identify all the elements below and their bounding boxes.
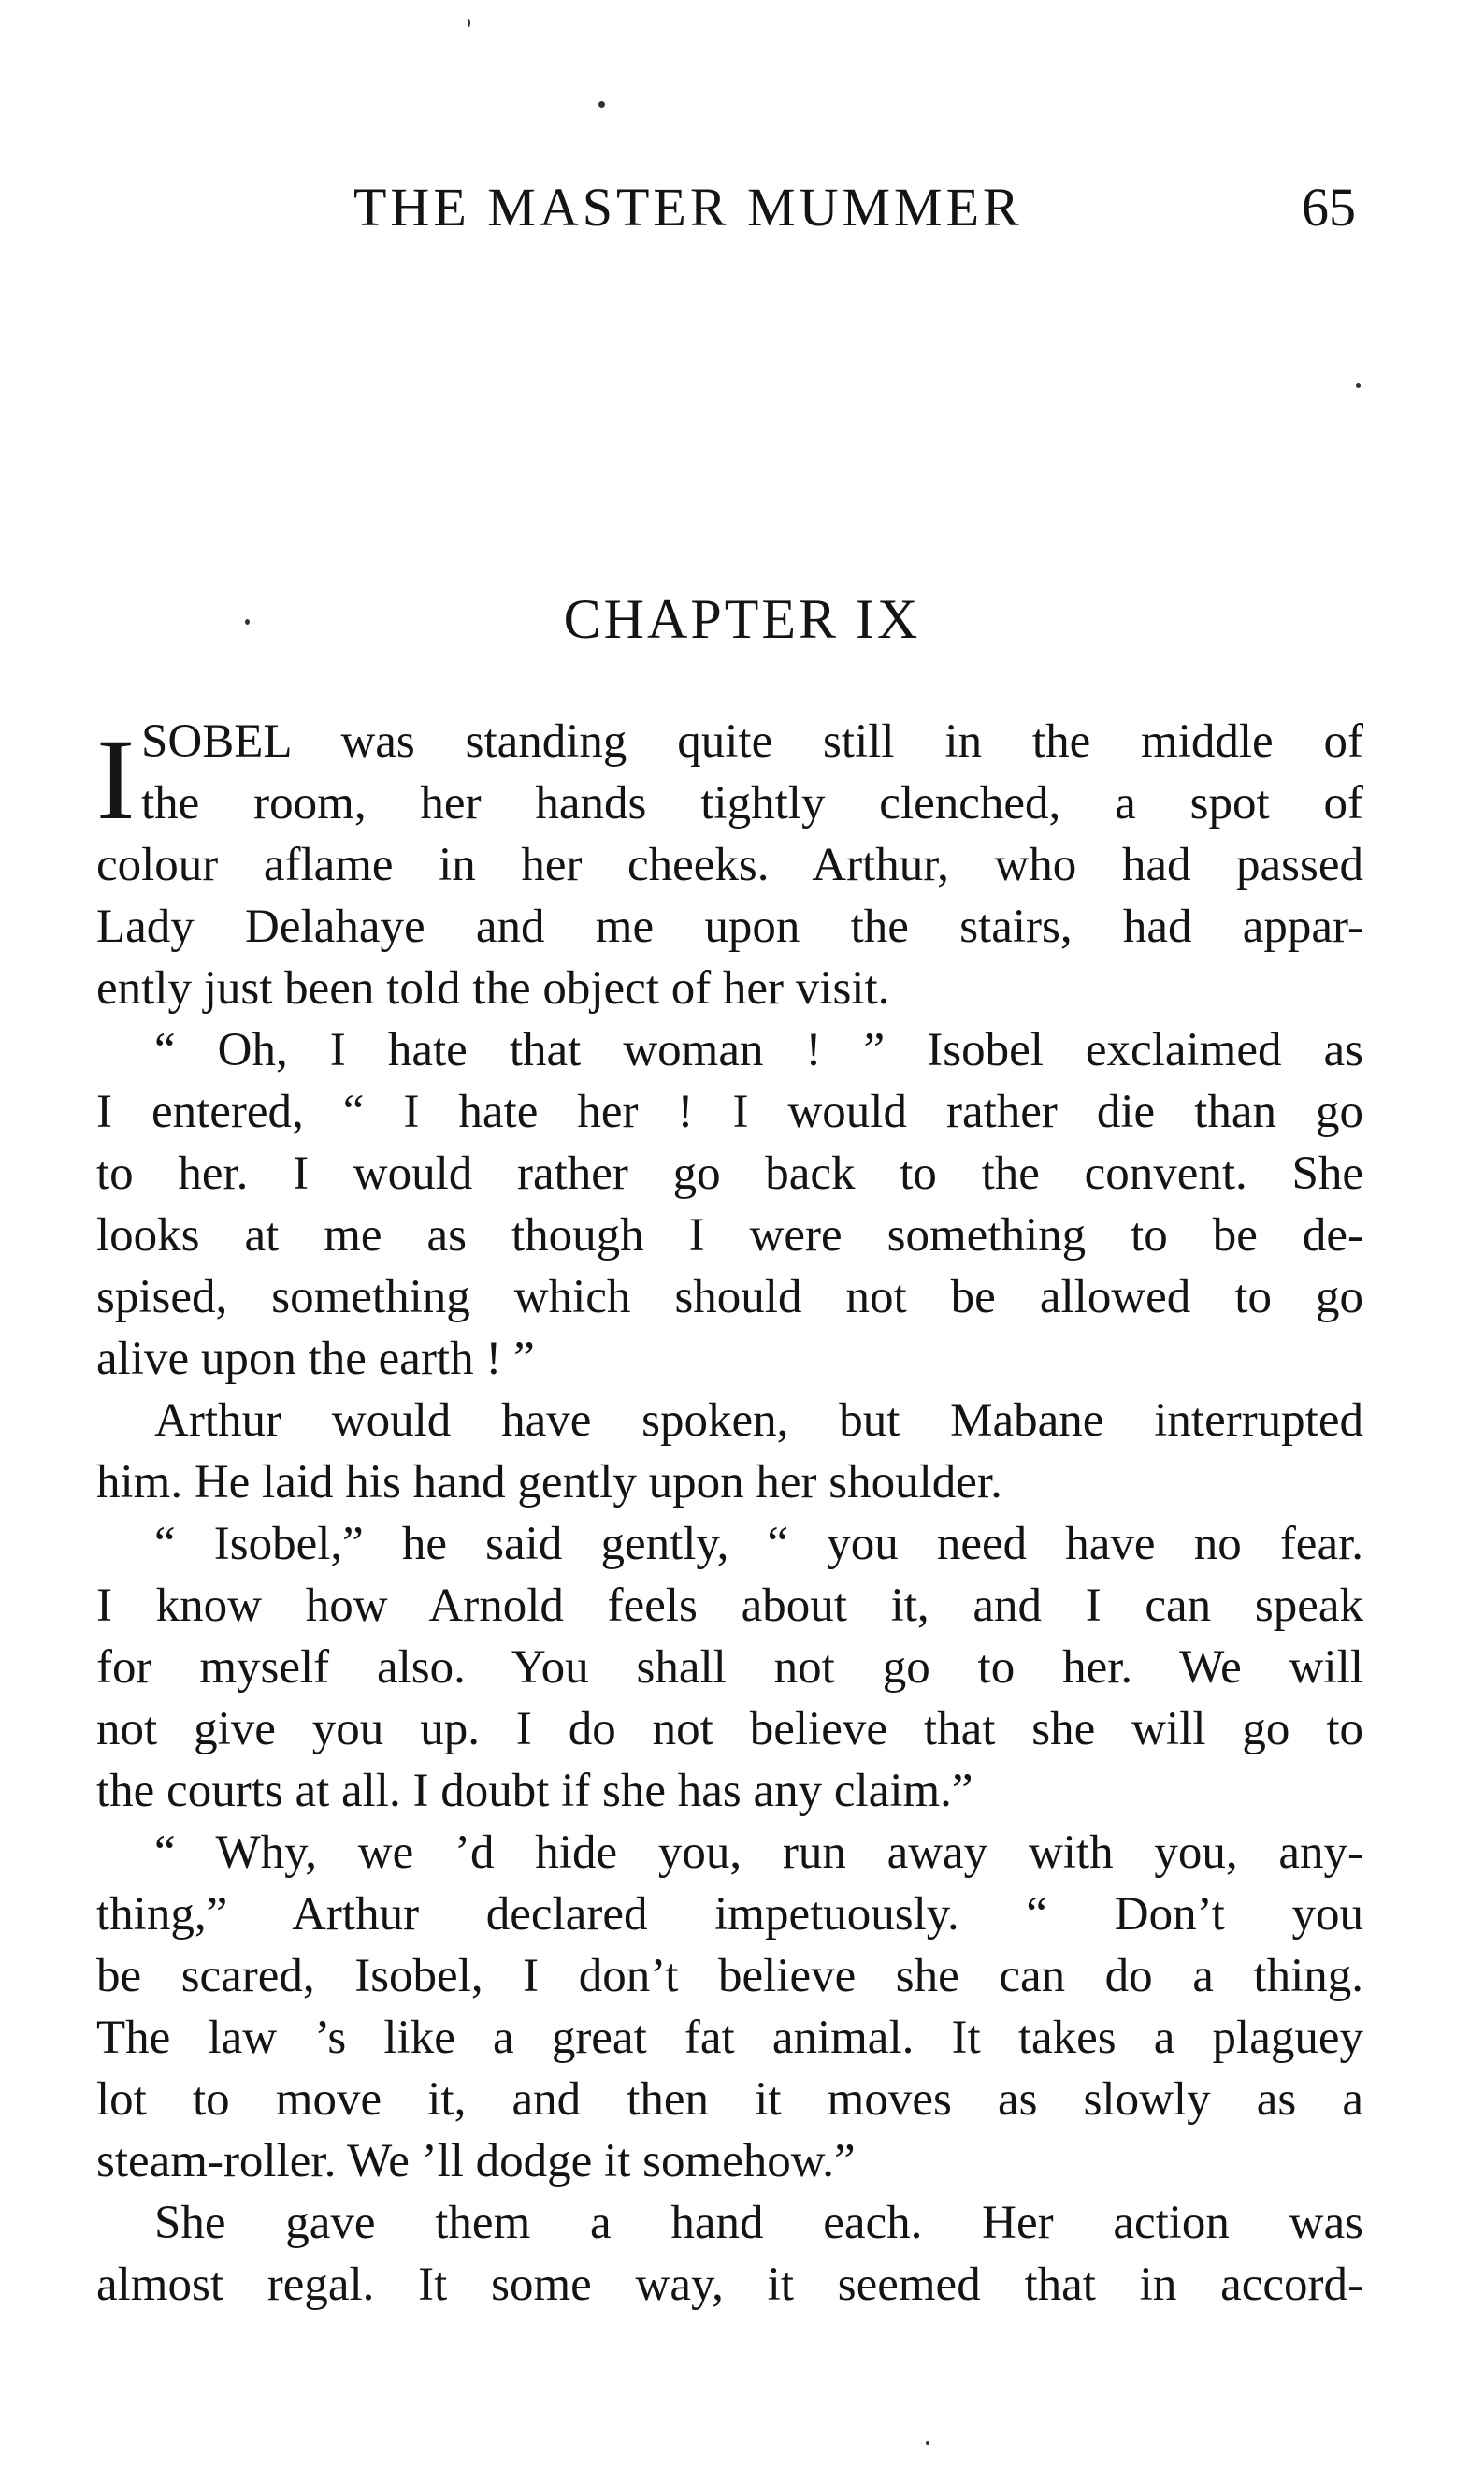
text-line: looks at me as though I were something to be de- (96, 1209, 1363, 1262)
text-line: “ Oh, I hate that woman ! ” Isobel exclaimed as (154, 1024, 1363, 1076)
body-text (96, 711, 1363, 2316)
print-speck (1356, 383, 1361, 388)
text-line: She gave them a hand each. Her action was (154, 2197, 1363, 2249)
text-line: him. He laid his hand gently upon her shoulder. (96, 1456, 1002, 1508)
text-line: ently just been told the object of her visit. (96, 962, 890, 1015)
text-line: “ Isobel,” he said gently, “ you need have no fear. (154, 1518, 1363, 1570)
text-line: spised, something which should not be allowed to go (96, 1271, 1363, 1323)
text-line: the courts at all. I doubt if she has any claim.” (96, 1765, 973, 1817)
print-speck (598, 101, 605, 108)
text-line: lot to move it, and then it moves as slowly as a (96, 2073, 1363, 2126)
print-speck (926, 2441, 929, 2445)
chapter-heading: CHAPTER IX (563, 588, 921, 650)
text-line: I entered, “ I hate her ! I would rather die than go (96, 1086, 1363, 1138)
text-line: Arthur would have spoken, but Mabane interrupted (154, 1394, 1363, 1447)
text-line: The law ’s like a great fat animal. It takes a plaguey (96, 2012, 1363, 2064)
text-line (96, 772, 1363, 834)
running-head (346, 176, 1356, 241)
text-line: not give you up. I do not believe that she will go to (96, 1703, 1363, 1755)
text-line: “ Why, we ’d hide you, run away with you, any- (154, 1826, 1363, 1879)
text-line-content: SOBEL was standing quite still in the middle of (141, 715, 1363, 768)
print-speck (468, 19, 470, 27)
text-line-content: the room, her hands tightly clenched, a spot of (141, 777, 1363, 830)
page-number: 65 (1302, 177, 1356, 238)
text-line: for myself also. You shall not go to her. We will (96, 1641, 1363, 1694)
text-line: thing,” Arthur declared impetuously. “ Don’t you (96, 1888, 1363, 1941)
drop-cap: I (96, 715, 136, 844)
text-line: I know how Arnold feels about it, and I can speak (96, 1580, 1363, 1632)
text-line: Lady Delahaye and me upon the stairs, had appar- (96, 901, 1363, 953)
text-line: alive upon the earth ! ” (96, 1333, 535, 1385)
text-line: colour aflame in her cheeks. Arthur, who had passed (96, 839, 1363, 891)
text-line: steam-roller. We ’ll dodge it somehow.” (96, 2135, 856, 2187)
text-line: almost regal. It some way, it seemed that in accord- (96, 2259, 1363, 2311)
book-title: THE MASTER MUMMER (353, 177, 1023, 238)
text-line: be scared, Isobel, I don’t believe she can do a thing. (96, 1950, 1363, 2002)
text-line: to her. I would rather go back to the convent. She (96, 1147, 1363, 1200)
